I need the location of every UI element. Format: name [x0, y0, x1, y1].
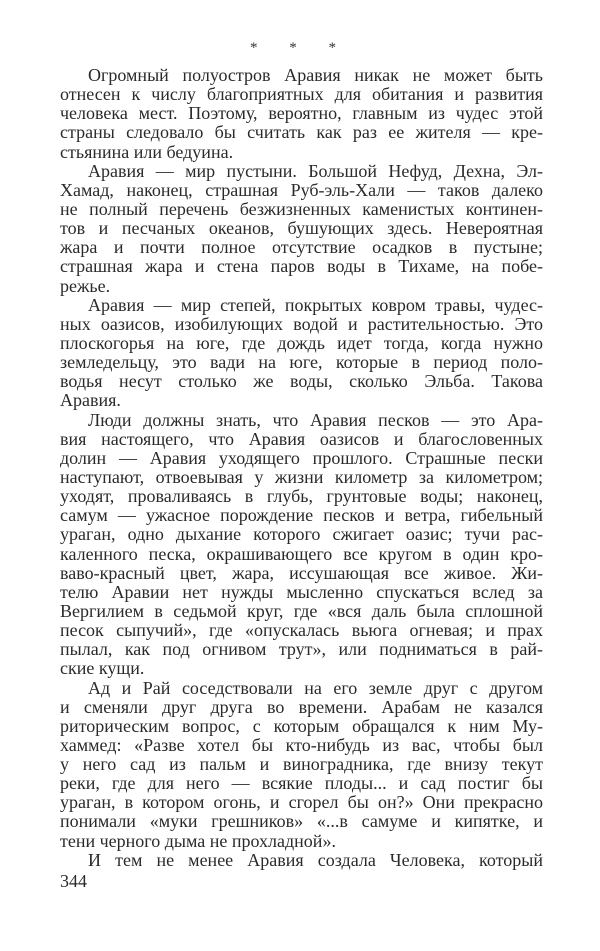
text-line: уходят, проваливаясь в глубь, грунтовые воды; наконец,: [60, 486, 543, 507]
paragraph: [60, 411, 543, 679]
text-line: понимали «муки грешников» «...в самуме и кипятке, и: [60, 811, 543, 832]
text-line: ваво-красный цвет, жара, иссушающая все живое. Жи-: [60, 562, 543, 583]
text-line: Аравия — мир степей, покрытых ковром травы, чудес-: [88, 294, 543, 315]
text-line: ураган, в котором огонь, и сгорел бы он?» Они прекрасно: [60, 792, 543, 813]
paragraph: [60, 851, 543, 870]
paragraph: [60, 679, 543, 851]
body-text: [60, 66, 543, 870]
text-line: Аравия — мир пустыни. Большой Нефуд, Дехна, Эл-: [88, 160, 543, 181]
text-line: у него сад из пальм и виноградника, где внизу текут: [60, 754, 543, 775]
page-number: 344: [60, 871, 87, 891]
text-line: телю Аравии нет нужды мысленно спускаться вслед за: [60, 581, 543, 602]
text-line: самум — ужасное порождение песков и ветра, гибельный: [60, 505, 543, 526]
text-line: страшная жара и стена паров воды в Тихаме, на побе-: [60, 256, 543, 277]
text-line: песок сыпучий», где «опускалась вьюга огневая; и прах: [60, 620, 543, 641]
text-line: Ад и Рай соседствовали на его земле друг с другом: [88, 677, 543, 698]
text-line: и сменяли друг друга во времени. Арабам не казался: [60, 696, 543, 717]
text-line: человека мест. Поэтому, вероятно, главным из чудес этой: [60, 103, 543, 124]
text-line: не полный перечень безжизненных каменистых континен-: [60, 198, 543, 219]
paragraph: [60, 66, 543, 162]
text-line: наступают, отвоевывая у жизни километр за километром;: [60, 466, 543, 487]
text-line: реки, где для него — всякие плоды... и сад постиг бы: [60, 773, 543, 794]
text-line: режье.: [60, 275, 111, 296]
paragraph: [60, 296, 543, 411]
text-line: риторическим вопрос, с которым обращался к ним Му-: [60, 715, 543, 736]
text-line: Аравия.: [60, 390, 121, 411]
text-line: хаммед: «Разве хотел бы кто-нибудь из вас, чтобы был: [60, 734, 543, 755]
text-line: долин — Аравия уходящего прошлого. Страшные пески: [60, 447, 543, 468]
text-line: Люди должны знать, что Аравия песков — это Ара-: [88, 409, 543, 430]
text-line: каленного песка, окрашивающего все кругом в один кро-: [60, 543, 543, 564]
text-line: тов и песчаных океанов, бушующих здесь. Невероятная: [60, 218, 543, 239]
text-line: Вергилием в седьмой круг, где «вся даль была сплошной: [60, 600, 543, 621]
text-line: водья несут столько же воды, сколько Эльба. Такова: [60, 371, 543, 392]
text-line: вия настоящего, что Аравия оазисов и благословенных: [60, 428, 543, 449]
text-line: жара и почти полное отсутствие осадков в пустыне;: [60, 237, 543, 258]
text-line: ские кущи.: [60, 658, 145, 679]
text-line: стьянина или бедуина.: [60, 141, 234, 162]
text-line: отнесен к числу благоприятных для обитания и развития: [60, 84, 543, 105]
text-line: Огромный полуостров Аравия никак не может быть: [88, 65, 543, 85]
text-line: ураган, одно дыхание которого сжигает оазис; тучи рас-: [60, 524, 543, 545]
text-line: страны следовало бы считать как раз ее жителя — кре-: [60, 122, 543, 143]
section-divider: * * *: [250, 40, 350, 56]
text-line: Хамад, наконец, страшная Руб-эль-Хали — таков далеко: [60, 179, 543, 200]
text-line: плоскогорья на юге, где дождь идет тогда, когда нужно: [60, 332, 543, 353]
text-line: земледельцу, это вади на юге, которые в период поло-: [60, 352, 543, 373]
text-line: пылал, как под огнивом трут», или подниматься в рай-: [60, 639, 543, 660]
text-line: тени черного дыма не прохладной».: [60, 830, 336, 851]
text-line: ных оазисов, изобилующих водой и растительностью. Это: [60, 313, 543, 334]
text-line: И тем не менее Аравия создала Человека, который: [88, 849, 543, 870]
paragraph: [60, 162, 543, 296]
